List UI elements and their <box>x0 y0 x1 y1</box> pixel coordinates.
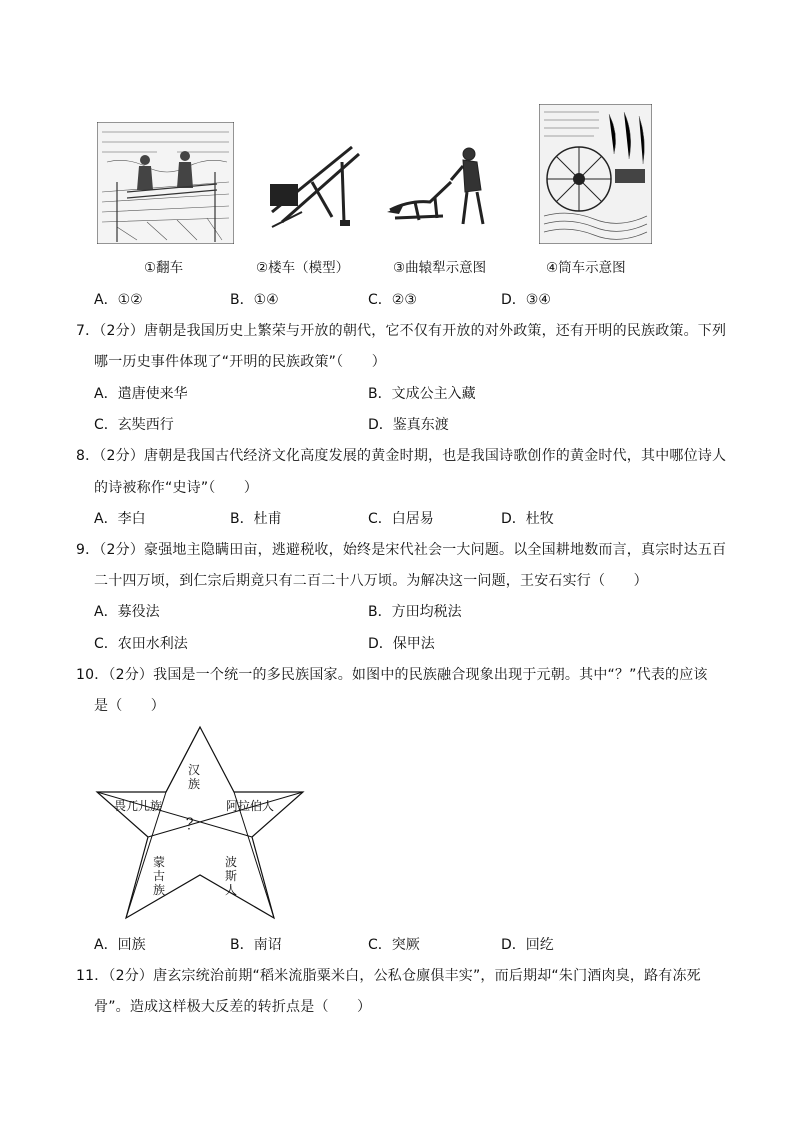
star-label-bottom-left: 蒙 古 族 <box>152 855 165 897</box>
q8-option-d[interactable]: D．杜牧 <box>501 511 554 527</box>
ethnic-fusion-star-diagram <box>94 725 306 921</box>
q6-option-d[interactable]: D．③④ <box>501 292 551 308</box>
q10-option-d[interactable]: D．回纥 <box>501 937 554 953</box>
q10-stem-line1: 10．（2分）我国是一个统一的多民族国家。如图中的民族融合现象出现于元朝。其中“？”代表的应该 <box>76 667 708 683</box>
q11-stem-line1: 11．（2分）唐玄宗统治前期“稻米流脂粟米白，公私仓廪俱丰实”，而后期却“朱门酒肉臭，路有冻死 <box>76 968 701 984</box>
q8-stem-line1: 8．（2分）唐朝是我国古代经济文化高度发展的黄金时期，也是我国诗歌创作的黄金时代，其中哪位诗人 <box>76 448 727 464</box>
q9-option-c[interactable]: C．农田水利法 <box>94 636 188 652</box>
q7-stem-line2: 哪一历史事件体现了“开明的民族政策”（ ） <box>94 354 386 370</box>
q10-option-c[interactable]: C．突厥 <box>368 937 420 953</box>
quyuanli-diagram <box>385 140 495 228</box>
figure-caption-2: ②楼车（模型） <box>256 260 350 276</box>
q6-option-a[interactable]: A．①② <box>94 292 143 308</box>
figure-caption-4: ④筒车示意图 <box>546 260 626 276</box>
q9-stem-line1: 9．（2分）豪强地主隐瞒田亩，逃避税收，始终是宋代社会一大问题。以全国耕地数而言，真宗时达五百 <box>76 542 727 558</box>
fanche-image <box>97 122 234 244</box>
q9-option-a[interactable]: A．募役法 <box>94 604 160 620</box>
q10-option-a[interactable]: A．回族 <box>94 937 146 953</box>
q7-stem-line1: 7．（2分）唐朝是我国历史上繁荣与开放的朝代，它不仅有开放的对外政策，还有开明的民族政策。下列 <box>76 323 727 339</box>
figure-caption-1: ①翻车 <box>144 260 184 276</box>
q8-stem-line2: 的诗被称作“史诗”（ ） <box>94 480 259 496</box>
q7-option-a[interactable]: A．遣唐使来华 <box>94 386 188 402</box>
star-label-top: 汉 族 <box>187 763 200 791</box>
q10-stem-line2: 是（ ） <box>94 698 165 714</box>
tongche-diagram <box>539 104 652 244</box>
figure-caption-3: ③曲辕犁示意图 <box>393 260 487 276</box>
q7-option-d[interactable]: D．鉴真东渡 <box>368 417 449 433</box>
q9-option-b[interactable]: B．方田均税法 <box>368 604 462 620</box>
q8-option-a[interactable]: A．李白 <box>94 511 146 527</box>
q8-option-b[interactable]: B．杜甫 <box>230 511 282 527</box>
q9-stem-line2: 二十四万顷，到仁宗后期竟只有二百二十八万顷。为解决这一问题，王安石实行（ ） <box>94 573 648 589</box>
star-label-right: 阿拉伯人 <box>226 799 275 813</box>
q6-option-b[interactable]: B．①④ <box>230 292 279 308</box>
star-label-left: 畏兀儿族 <box>114 799 163 813</box>
q6-option-c[interactable]: C．②③ <box>368 292 417 308</box>
star-center-question-mark: ？ <box>186 815 202 833</box>
q7-option-b[interactable]: B．文成公主入藏 <box>368 386 476 402</box>
q7-option-c[interactable]: C．玄奘西行 <box>94 417 174 433</box>
q9-option-d[interactable]: D．保甲法 <box>368 636 435 652</box>
star-label-bottom-right: 波 斯 人 <box>224 855 237 897</box>
q8-option-c[interactable]: C．白居易 <box>368 511 434 527</box>
q10-option-b[interactable]: B．南诏 <box>230 937 282 953</box>
louche-model-image <box>262 142 362 232</box>
q11-stem-line2: 骨”。造成这样极大反差的转折点是（ ） <box>94 999 372 1015</box>
